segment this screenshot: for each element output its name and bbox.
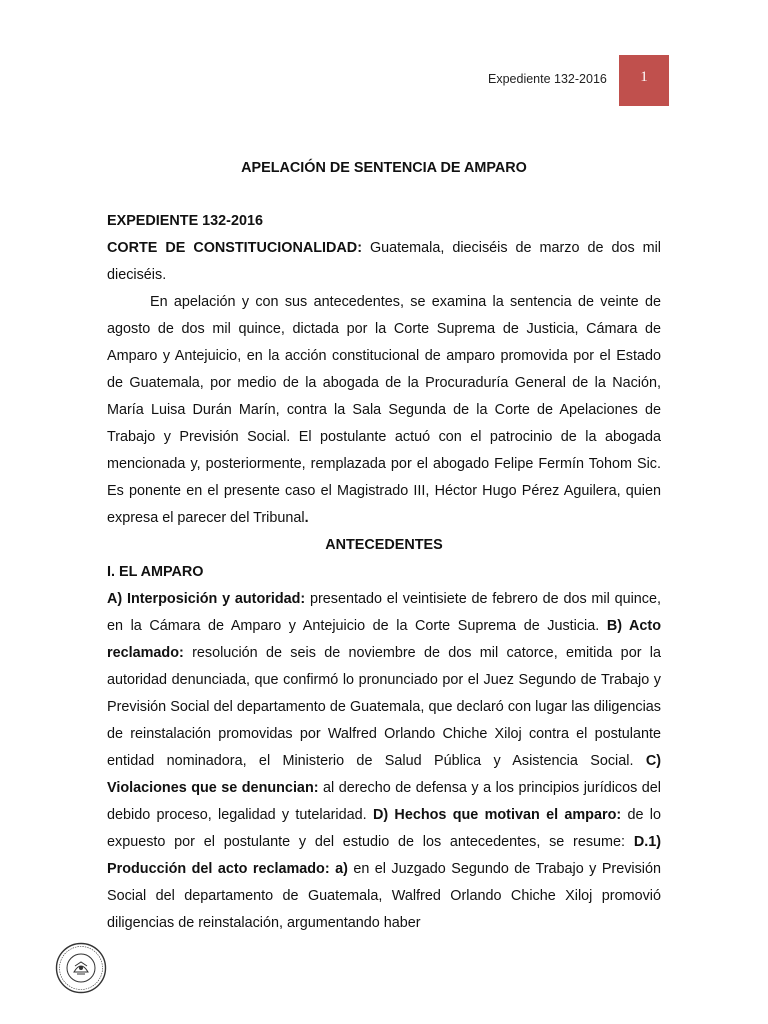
- amparo-paragraph: A) Interposición y autoridad: presentado el veintisiete de febrero de dos mil quince, en la Cámara de Amparo y Antejuicio de la Corte Suprema de Justicia. B) Acto reclamado: resolución de seis de noviembre de dos mil catorce, emitida por la autoridad denunciada, que confirmó lo pronunciado por el Juez Segundo de Trabajo y Previsión Social del departamento de Guatemala, que declaró con lugar las diligencias de reinstalación promovidas por Walfred Orlando Chiche Xiloj contra el postulante entidad nominadora, el Ministerio de Salud Pública y Asistencia Social. C) Violaciones que se denuncian: al derecho de defensa y a los principios jurídicos del debido proceso, legalidad y tutelaridad. D) Hechos que motivan el amparo: de lo expuesto por el postulante y del estudio de los antecedentes, se resume: D.1) Producción del acto reclamado: a) en el Juzgado Segundo de Trabajo y Previsión Social del departamento de Guatemala, Walfred Orlando Chiche Xiloj promovió diligencias de reinstalación, argumentando haber: [107, 591, 662, 931]
- header-expediente: Expediente 132-2016: [488, 72, 607, 86]
- court-seal-icon: [55, 942, 107, 994]
- document-title: APELACIÓN DE SENTENCIA DE AMPARO: [241, 160, 527, 176]
- amparo-heading: I. EL AMPARO: [107, 564, 204, 580]
- document-body: [107, 208, 661, 937]
- intro-paragraph: En apelación y con sus antecedentes, se examina la sentencia de veinte de agosto de dos mil quince, dictada por la Corte Suprema de Justicia, Cámara de Amparo y Antejuicio, en la acción constitucional de amparo promovida por el Estado de Guatemala, por medio de la abogada de la Procuraduría General de la Nación, María Luisa Durán Marín, contra la Sala Segunda de la Corte de Apelaciones de Trabajo y Previsión Social. El postulante actuó con el patrocinio de la abogada mencionada y, posteriormente, remplazada por el abogado Felipe Fermín Tohom Sic. Es ponente en el presente caso el Magistrado III, Héctor Hugo Pérez Aguilera, quien expresa el parecer del Tribunal.: [107, 294, 661, 526]
- antecedentes-heading: ANTECEDENTES: [325, 537, 443, 553]
- court-paragraph: CORTE DE CONSTITUCIONALIDAD: Guatemala, dieciséis de marzo de dos mil dieciséis.: [107, 240, 661, 283]
- page-number: 1: [640, 69, 648, 85]
- page-number-badge: [619, 55, 669, 106]
- expediente-line: EXPEDIENTE 132-2016: [107, 213, 263, 229]
